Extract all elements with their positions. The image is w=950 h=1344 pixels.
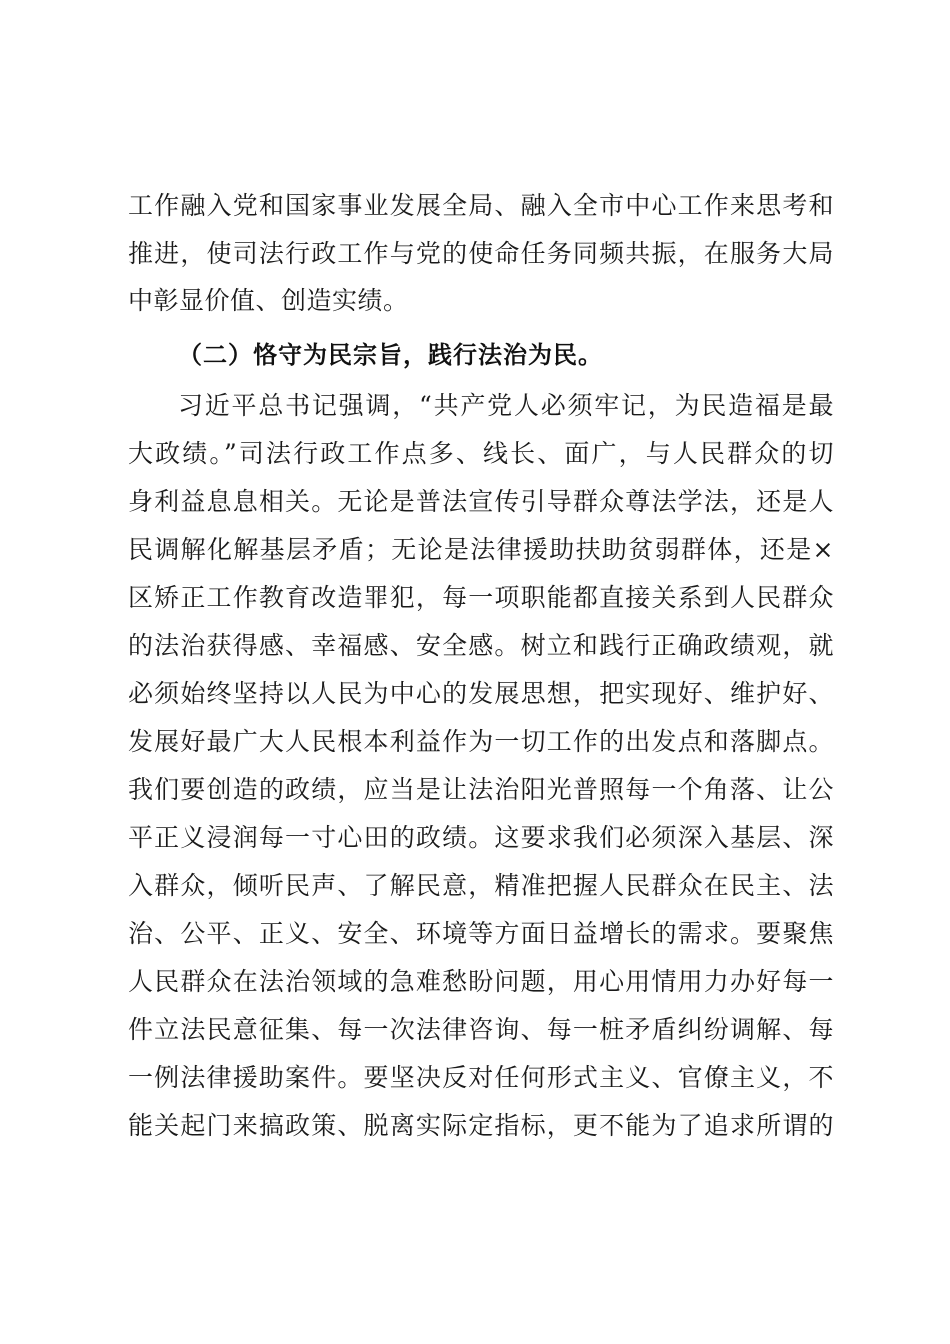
paragraph-line: 推进，使司法行政工作与党的使命任务同频共振，在服务大局 bbox=[128, 239, 834, 268]
paragraph-line: 的法治获得感、幸福感、安全感。树立和践行正确政绩观，就 bbox=[128, 631, 834, 660]
paragraph-line: 区矫正工作教育改造罪犯，每一项职能都直接关系到人民群众 bbox=[128, 583, 834, 612]
paragraph-line: 件立法民意征集、每一次法律咨询、每一桩矛盾纠纷调解、每 bbox=[128, 1015, 834, 1044]
section-heading: （二）恪守为民宗旨，践行法治为民。 bbox=[178, 341, 603, 369]
paragraph-line: 习近平总书记强调，“共产党人必须牢记，为民造福是最 bbox=[178, 391, 834, 420]
paragraph-line: 能关起门来搞政策、脱离实际定指标，更不能为了追求所谓的 bbox=[128, 1111, 834, 1140]
paragraph-line: 工作融入党和国家事业发展全局、融入全市中心工作来思考和 bbox=[128, 191, 834, 220]
paragraph-line: 大政绩。”司法行政工作点多、线长、面广，与人民群众的切 bbox=[128, 439, 834, 468]
paragraph-line: 平正义浸润每一寸心田的政绩。这要求我们必须深入基层、深 bbox=[128, 823, 834, 852]
paragraph-line: 发展好最广大人民根本利益作为一切工作的出发点和落脚点。 bbox=[128, 727, 834, 756]
paragraph-line: 必须始终坚持以人民为中心的发展思想，把实现好、维护好、 bbox=[128, 679, 834, 708]
paragraph-line: 民调解化解基层矛盾；无论是法律援助扶助贫弱群体，还是× bbox=[128, 535, 834, 564]
paragraph-line: 人民群众在法治领域的急难愁盼问题，用心用情用力办好每一 bbox=[128, 967, 834, 996]
paragraph-line: 入群众，倾听民声、了解民意，精准把握人民群众在民主、法 bbox=[128, 871, 834, 900]
paragraph-line: 我们要创造的政绩，应当是让法治阳光普照每一个角落、让公 bbox=[128, 775, 834, 804]
paragraph-line: 中彰显价值、创造实绩。 bbox=[128, 286, 409, 315]
paragraph-line: 一例法律援助案件。要坚决反对任何形式主义、官僚主义，不 bbox=[128, 1063, 834, 1092]
paragraph-line: 身利益息息相关。无论是普法宣传引导群众尊法学法，还是人 bbox=[128, 487, 834, 516]
paragraph-line: 治、公平、正义、安全、环境等方面日益增长的需求。要聚焦 bbox=[128, 919, 834, 948]
